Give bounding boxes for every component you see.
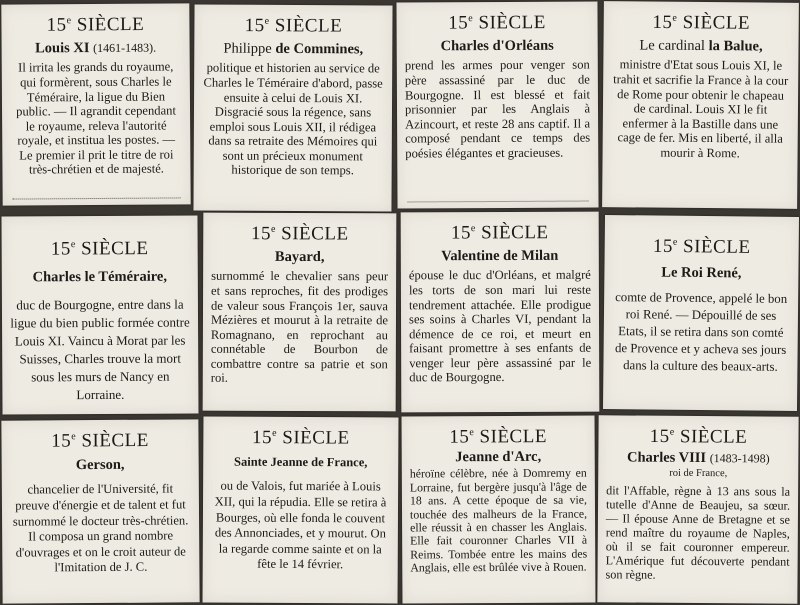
ordinal-suffix: e [672, 236, 678, 248]
card-text: ou de Valois, fut mariée à Louis XII, qui la répudia. Elle se retira à Bourges, où elle fonda le couvent des Annonciades, et y mourut. On la regarde comme sainte et on la fête le 14 février. [214, 478, 387, 572]
card-text: politique et historien au service de Charles le Téméraire d'abord, passe ensuite à celui de Louis XI. Disgracié sous la régence, sans emploi sous Louis XII, il rédigea dans sa retraite des Mémoires qui sont un précieux monument historique de son temps. [203, 60, 383, 178]
century-heading: 15e SIÈCLE [448, 12, 546, 34]
card-text: ministre d'Etat sous Louis XI, le trahit et sacrifie la France à la cour de Rome pour obtenir le chapeau de cardinal. Louis XI le fit enfermer à la Bastille dans une cage de fer. Mis en liberté, il alla mourir à Rome. [613, 57, 789, 161]
ordinal-suffix: e [672, 12, 678, 24]
name-text: Charles VIII [626, 449, 707, 467]
dotted-line [408, 201, 589, 203]
card-text: héroïne célèbre, née à Domremy en Lorraine, fut bergère jusqu'à l'âge de 18 ans. A cette époque de sa vie, touchée des malheurs de la France, elle réussit à en chasser les Anglais. Elle fait couronner Charles VII à Reims. Tombée entre les mains des Anglais, elle est brûlée vive à Rouen. [409, 465, 588, 575]
card-name: Bayard, [274, 249, 325, 266]
century-heading: 15e SIÈCLE [252, 427, 350, 449]
card-text: chancelier de l'Université, fit preuve d'énergie et de talent et fut surnommé le docteur très-chrétien. Il composa un grand nombre d'ouvrages et on le croit auteur de l'Imitation de J. C. [12, 481, 189, 575]
century-heading: 15e SIÈCLE [244, 15, 343, 37]
card-text: prend les armes pour venger son père assassiné par le duc de Bourgogne. Il est blessé et fait prisonnier par les Anglais à Azincourt, et reste 28 ans captif. Il a composé pendant ce temps des poésies élégantes et gracieuses. [404, 57, 591, 161]
card-text: comte de Provence, appelé le bon roi René. — Dépouillé de ses Etats, il se retira dans son comté de Provence et y acheva ses jours dans la culture des beaux-arts. [614, 290, 788, 375]
card-jeanne-darc [402, 415, 596, 603]
century-heading: 15e SIÈCLE [652, 235, 751, 258]
name-dates: (1461-1483). [93, 40, 157, 56]
century-heading: 15e SIÈCLE [46, 13, 145, 36]
card-name: Sainte Jeanne de France, [234, 454, 368, 470]
card-text: dit l'Affable, règne à 13 ans sous la tutelle d'Anne de Beaujeu, sa sœur. — Il épouse Anne de Bretagne et se rend maître du royaume de Naples, où il se fait couronner empereur. L'Amérique fut découverte pendant son règne. [605, 483, 791, 582]
card-jeanne-de-france [203, 416, 399, 603]
century-heading: 15e SIÈCLE [449, 426, 547, 448]
century-heading: 15e SIÈCLE [50, 238, 149, 260]
century-heading: 15e SIÈCLE [51, 429, 149, 452]
name-text: de Commines, [275, 41, 364, 58]
card-charles-orleans [396, 1, 598, 208]
name-prefix: Le cardinal [639, 37, 706, 55]
card-louis-xi [1, 3, 190, 205]
card-name [10, 39, 182, 58]
name-text: la Balue, [708, 38, 763, 55]
card-text: épouse le duc d'Orléans, et malgré les torts de son mari lui reste tendrement attachée. Elle prodigue ses soins à Charles VI, pendant la démence de ce roi, et meurt en faisant promettre à ses enfants de venger leur père assassiné par le duc de Bourgogne. [408, 268, 592, 385]
ordinal-suffix: e [669, 426, 675, 438]
card-text: duc de Bourgogne, entre dans la ligue du bien public formée contre Louis XI. Vaincu à Morat par les Suisses, Charles trouve la mort sous les murs de Nancy en Lorraine. [10, 296, 190, 403]
name-text: Louis XI [35, 40, 90, 57]
card-name [606, 449, 790, 468]
card-text: surnommé le chevalier sans peur et sans reproches, fit des prodiges de valeur sous François 1er, sauva Mézières et mourut à la retraite de Romagnano, en reprochant au connétable de Bourbon de combattre contre sa patrie et son roi. [210, 269, 389, 386]
card-name: Charles d'Orléans [440, 38, 554, 55]
card-name: Gerson, [75, 457, 125, 474]
card-bayard [203, 213, 397, 412]
ordinal-suffix: e [264, 15, 270, 27]
name-prefix: Philippe [223, 40, 272, 58]
ordinal-suffix: e [71, 431, 77, 443]
ordinal-suffix: e [469, 427, 475, 439]
ordinal-suffix: e [470, 223, 476, 235]
card-commines [193, 4, 392, 211]
card-subtitle: roi de France, [669, 468, 728, 480]
ordinal-suffix: e [70, 239, 76, 251]
card-name [202, 40, 384, 59]
card-la-balue [602, 1, 799, 209]
card-text: Il irrita les grands du royaume, qui formèrent, sous Charles le Téméraire, la ligue du Bien public. — Il agrandit cependant le royaume, releva l'autorité royale, et institua les postes. — Le premier il prit le titre de roi très-chrétien et de majesté. [16, 59, 176, 177]
card-name: Charles le Téméraire, [32, 268, 168, 286]
card-charles-viii [597, 415, 798, 603]
card-gerson [1, 419, 199, 603]
card-name: Le Roi René, [661, 264, 742, 282]
name-dates: (1483-1498) [709, 451, 770, 466]
card-name: Jeanne d'Arc, [455, 449, 542, 466]
ordinal-suffix: e [270, 223, 276, 235]
card-name: Valentine de Milan [441, 248, 559, 265]
card-charles-temeraire [1, 215, 198, 414]
ordinal-suffix: e [66, 15, 72, 27]
century-heading: 15e SIÈCLE [652, 11, 751, 34]
card-roi-rene [603, 215, 799, 411]
card-valentine-milan [401, 212, 600, 413]
century-heading: 15e SIÈCLE [450, 222, 549, 244]
century-heading: 15e SIÈCLE [250, 223, 349, 245]
ordinal-suffix: e [272, 427, 278, 439]
ordinal-suffix: e [468, 13, 474, 25]
dotted-line [13, 197, 181, 199]
card-name [611, 37, 790, 57]
century-heading: 15e SIÈCLE [649, 425, 748, 448]
